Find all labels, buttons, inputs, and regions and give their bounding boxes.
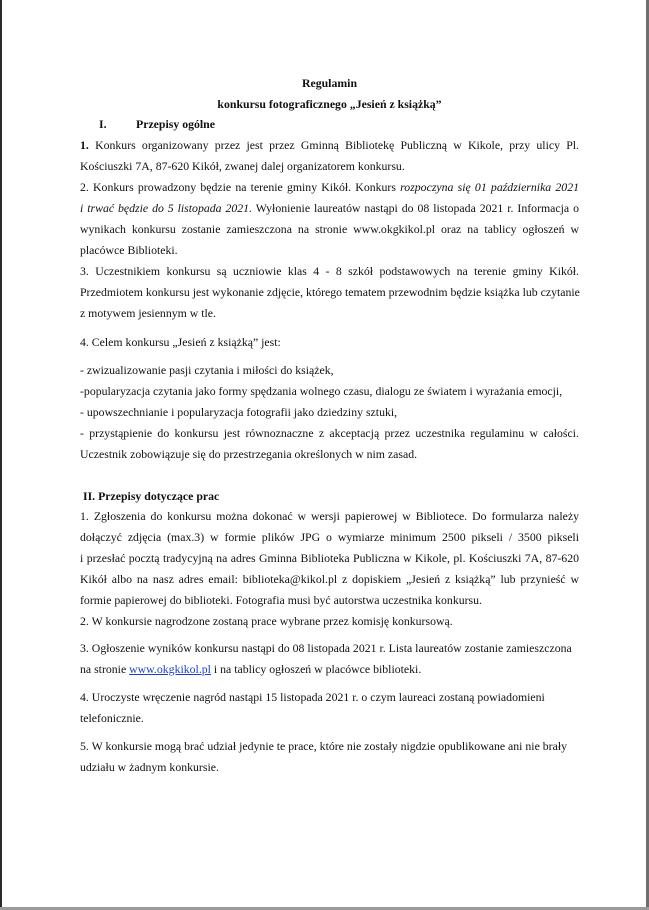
goal-item-4-line-2: Uczestnik zobowiązuje się do przestrzegania określonych w nim zasad.: [80, 447, 418, 461]
s2-paragraph-3-line-1: 3. Ogłoszenie wyników konkursu nastąpi do 08 listopada 2021 r. Lista laureatów zostanie zamieszczona: [80, 641, 572, 655]
paragraph-1-number: 1.: [80, 138, 89, 152]
paragraph-2-line-4: placówce Biblioteki.: [80, 243, 178, 257]
paragraph-3-line-1: 3. Uczestnikiem konkursu są uczniowie klas 4 - 8 szkół podstawowych na terenie gminy Kikół.: [80, 264, 579, 278]
section-1-number: I.: [99, 117, 107, 131]
s2-paragraph-4-line-1: 4. Uroczyste wręczenie nagród nastąpi 15 listopada 2021 r. o czym laureaci zostaną powiadomieni: [80, 690, 545, 704]
document-title: Regulamin: [301, 76, 358, 90]
paragraph-1-text: Konkurs organizowany przez jest przez Gminną Bibliotekę Publiczną w Kikole, przy ulicy Pl.: [88, 138, 579, 152]
goal-item-3: - upowszechnianie i popularyzacja fotografii jako dziedziny sztuki,: [80, 405, 398, 419]
paragraph-2-line-1: [80, 179, 579, 195]
s2-paragraph-1-line-2: dołączyć zdjęcia (max.3) w formie plików JPG o wymiarze minimum 2500 pikseli / 3500 pikseli: [80, 530, 579, 544]
s2-paragraph-3-line-2: [80, 661, 579, 677]
s2-paragraph-1-line-5: formie papierowej do biblioteki. Fotografia musi być autorstwa uczestnika konkursu.: [80, 593, 482, 607]
paragraph-3-line-2: Przedmiotem konkursu jest wykonanie zdjęcie, którego tematem przewodnim będzie książka lub czytanie: [80, 285, 580, 299]
goal-item-2: -popularyzacja czytania jako formy spędzania wolnego czasu, dialogu ze światem i wyrażania emocji,: [80, 384, 563, 398]
paragraph-1-line-2: Kościuszki 7A, 87-620 Kikół, zwanej dalej organizatorem konkursu.: [80, 159, 405, 173]
s2-paragraph-1-line-3: i przesłać pocztą tradycyjną na adres Gminna Biblioteka Publiczna w Kikole, pl. Kościuszki 7A, 87-620: [80, 551, 579, 565]
paragraph-4: 4. Celem konkursu „Jesień z książką” jest:: [80, 335, 281, 349]
section-1-heading: Przepisy ogólne: [136, 117, 215, 131]
s2-paragraph-1-line-1: 1. Zgłoszenia do konkursu można dokonać w wersji papierowej w Bibliotece. Do formularza należy: [80, 509, 579, 523]
paragraph-2-text-a: 2. Konkurs prowadzony będzie na terenie gminy Kikół. Konkurs: [80, 180, 401, 194]
s2-paragraph-5-line-1: 5. W konkursie mogą brać udział jedynie te prace, które nie zostały nigdzie opublikowane ani nie brały: [80, 739, 568, 753]
paragraph-1-line-1: [80, 137, 579, 153]
paragraph-2-end-date: i trwać będzie do 5 listopada 2021.: [80, 201, 253, 215]
paragraph-2-text-b: Wyłonienie laureatów nastąpi do 08 listopada 2021 r. Informacja o: [252, 201, 579, 215]
page-left-edge: [0, 0, 2, 910]
goal-item-4-line-1: - przystąpienie do konkursu jest równoznaczne z akceptacją przez uczestnika regulaminu w całości.: [80, 426, 579, 440]
website-link[interactable]: www.okgkikol.pl: [129, 662, 211, 676]
s2-paragraph-3-text-a: na stronie: [80, 662, 130, 676]
paragraph-2-line-3: wynikach konkursu zostanie zamieszczona na stronie www.okgkikol.pl oraz na tablicy ogłoszeń w: [80, 222, 579, 236]
section-2-heading: II. Przepisy dotyczące prac: [83, 489, 220, 503]
s2-paragraph-1-line-4: Kikół albo na nasz adres email: biblioteka@kikol.pl z dopiskiem „Jesień z książką” lub przynieść w: [80, 572, 579, 586]
s2-paragraph-5-line-2: udziału w żadnym konkursie.: [80, 760, 219, 774]
document-subtitle: konkursu fotograficznego „Jesień z książką”: [217, 97, 442, 111]
s2-paragraph-4-line-2: telefonicznie.: [80, 711, 144, 725]
s2-paragraph-2: 2. W konkursie nagrodzone zostaną prace wybrane przez komisję konkursową.: [80, 614, 453, 628]
paragraph-2-line-2: [80, 200, 579, 216]
paragraph-3-line-3: z motywem jesiennym w tle.: [80, 306, 216, 320]
paragraph-2-start-date: rozpoczyna się 01 października 2021: [400, 180, 579, 194]
s2-paragraph-3-text-b: i na tablicy ogłoszeń w placówce biblioteki.: [210, 662, 422, 676]
goal-item-1: - zwizualizowanie pasji czytania i miłości do książek,: [80, 363, 334, 377]
